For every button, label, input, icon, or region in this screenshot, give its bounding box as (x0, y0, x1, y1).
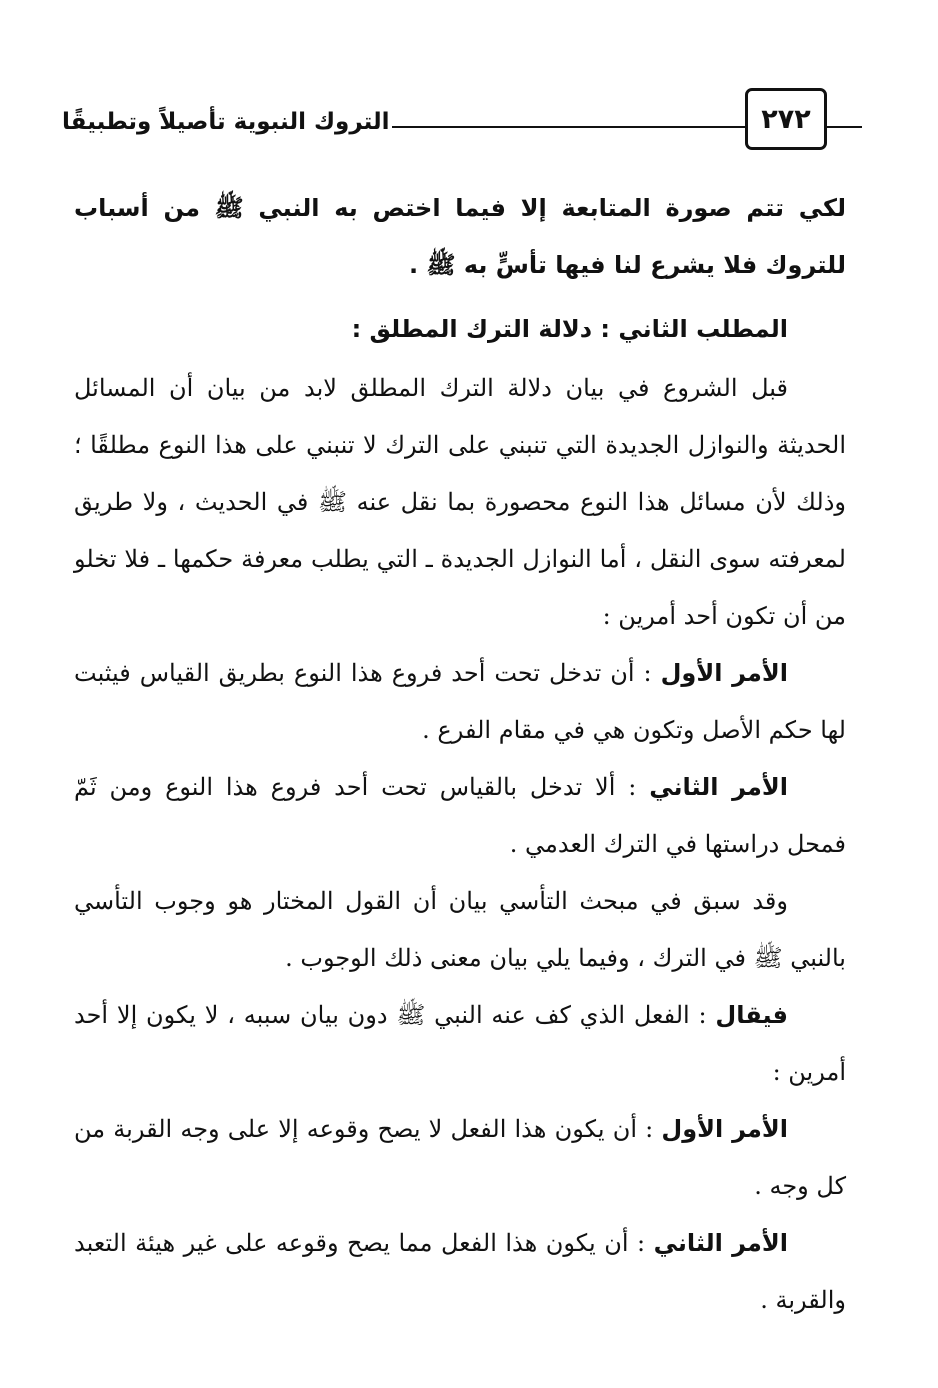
paragraph-text: وقد سبق في مبحث التأسي بيان أن القول المختار هو وجوب التأسي بالنبي ﷺ في الترك ، وفيما يلي بيان معنى ذلك الوجوب . (74, 887, 846, 972)
paragraph-text: : أن يكون هذا الفعل مما يصح وقوعه على غير هيئة التعبد والقربة . (74, 1229, 846, 1314)
paragraph (74, 987, 846, 1101)
page-body (74, 180, 846, 1329)
paragraph-text: قبل الشروع في بيان دلالة الترك المطلق لابد من بيان أن المسائل الحديثة والنوازل الجديدة التي تنبني على الترك لا تنبني على هذا النوع مطلقًا ؛ وذلك لأن مسائل هذا النوع محصورة بما نقل عنه ﷺ في الحديث ، ولا طريق لمعرفته سوى النقل ، أما النوازل الجديدة ـ التي يطلب معرفة حكمها ـ فلا تخلو من أن تكون أحد أمرين : (74, 374, 846, 630)
paragraph (74, 759, 846, 873)
page-number: ٢٧٢ (745, 88, 827, 150)
paragraph (74, 360, 846, 645)
paragraph (74, 1215, 846, 1329)
paragraph-lead: الأمر الثاني (649, 773, 788, 801)
header-rule-left (392, 126, 806, 128)
paragraph (74, 645, 846, 759)
paragraph-lead: الأمر الأول (660, 659, 788, 687)
paragraph (74, 1101, 846, 1215)
section-heading (74, 301, 846, 358)
paragraph-lead: فيقال (715, 1001, 788, 1029)
paragraph-text: : الفعل الذي كف عنه النبي ﷺ دون بيان سببه ، لا يكون إلا أحد أمرين : (74, 1001, 846, 1086)
paragraph-text: : ألا تدخل بالقياس تحت أحد فروع هذا النوع ومن ثَمّ فمحل دراستها في الترك العدمي . (74, 773, 846, 858)
section-heading-text: المطلب الثاني : دلالة الترك المطلق : (351, 315, 788, 343)
paragraph-lead: الأمر الثاني (653, 1229, 788, 1257)
running-header (62, 86, 862, 152)
paragraph-lead: الأمر الأول (661, 1115, 788, 1143)
paragraph (74, 873, 846, 987)
paragraph-text: لكي تتم صورة المتابعة إلا فيما اختص به النبي ﷺ من أسباب للتروك فلا يشرع لنا فيها تأسٍّ به ﷺ . (74, 194, 846, 279)
book-title: التروك النبوية تأصيلاً وتطبيقًا (62, 109, 390, 135)
continuation-paragraph (74, 180, 846, 294)
paragraph-text: : أن يكون هذا الفعل لا يصح وقوعه إلا على وجه القربة من كل وجه . (74, 1115, 846, 1200)
paragraph-text: : أن تدخل تحت أحد فروع هذا النوع بطريق القياس فيثبت لها حكم الأصل وتكون هي في مقام الفرع . (74, 659, 846, 744)
